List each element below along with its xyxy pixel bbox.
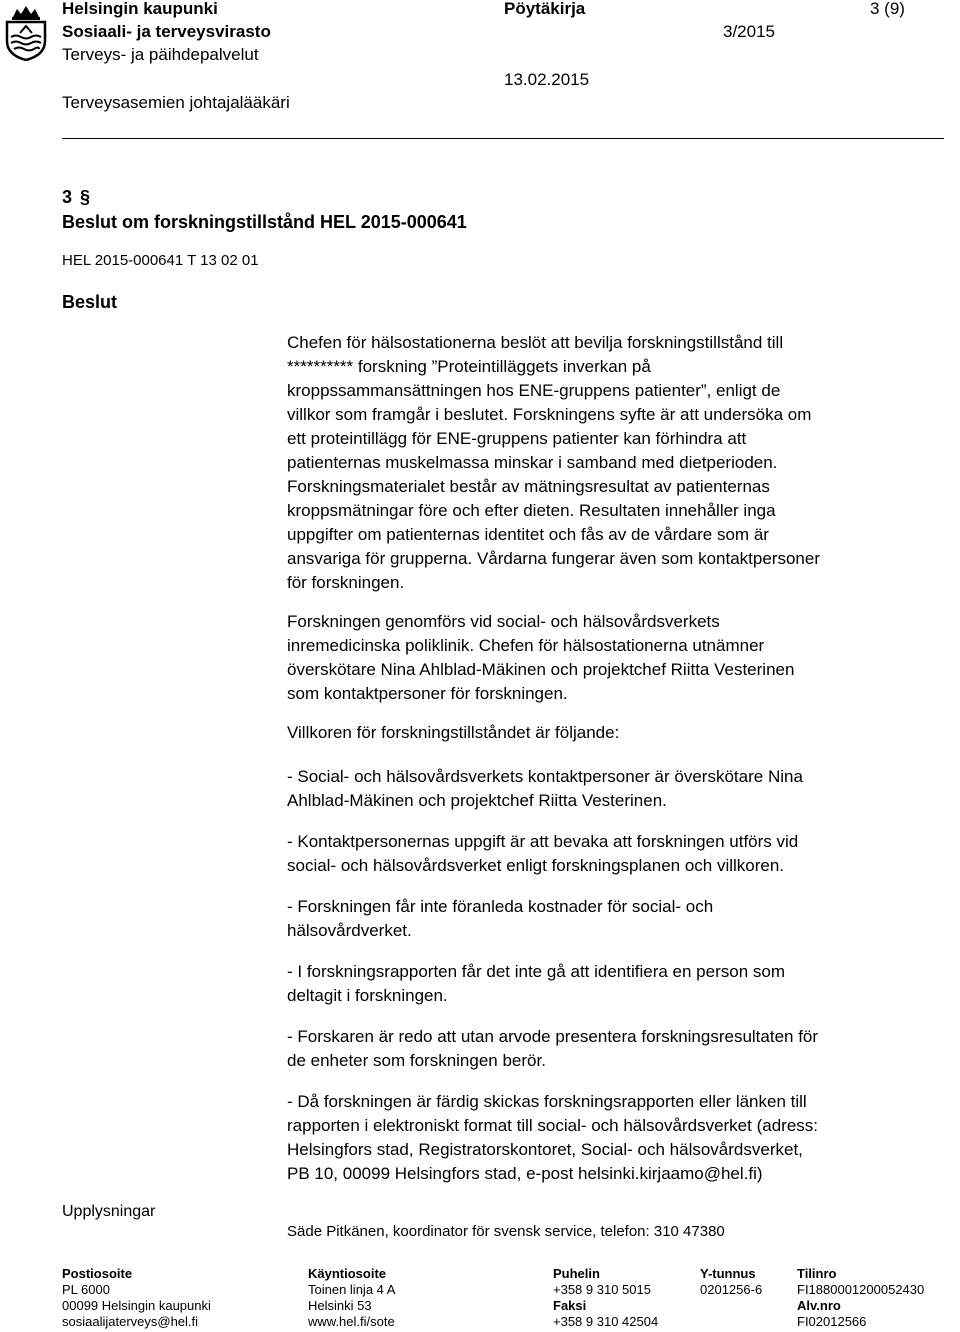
doc-type: Pöytäkirja <box>504 0 586 18</box>
condition-line: - Social- och hälsovårdsverkets kontaktpersoner är överskötare Nina <box>287 767 803 786</box>
doc-number: 3/2015 <box>723 22 775 41</box>
footer-line: PL 6000 <box>62 1282 110 1297</box>
header-divider <box>62 138 944 139</box>
contact-person: Säde Pitkänen, koordinator för svensk service, telefon: 310 47380 <box>287 1223 725 1240</box>
page-number: 3 (9) <box>870 0 905 18</box>
case-reference: HEL 2015-000641 T 13 02 01 <box>62 252 259 269</box>
condition-item <box>287 830 798 878</box>
footer-line: 0201256-6 <box>700 1282 763 1297</box>
section-title: Beslut om forskningstillstånd HEL 2015-000641 <box>62 212 467 232</box>
condition-item <box>287 960 785 1008</box>
footer-postal <box>62 1266 211 1330</box>
condition-line: - Forskaren är redo att utan arvode presentera forskningsresultaten för <box>287 1027 819 1046</box>
body-line: ********** forskning ”Proteintilläggets inverkan på <box>287 357 651 376</box>
body-line: ett proteintillägg för ENE-gruppens patienter kan förhindra att <box>287 429 747 448</box>
header-city: Helsingin kaupunki <box>62 0 218 18</box>
body-line: villkor som framgår i beslutet. Forskningens syfte är att undersöka om <box>287 405 812 424</box>
condition-line: de enheter som forskningen berör. <box>287 1051 546 1070</box>
body-line: Forskningsmaterialet består av mätningsresultat av patienternas <box>287 477 770 496</box>
body-line: som kontaktpersoner för forskningen. <box>287 684 568 703</box>
footer-heading: Käyntiosoite <box>308 1266 387 1281</box>
condition-line: - Forskningen får inte föranleda kostnader för social- och <box>287 897 714 916</box>
condition-line: rapporten i elektroniskt format till social- och hälsovårdsverket (adress: <box>287 1116 818 1135</box>
header-department: Sosiaali- ja terveysvirasto <box>62 22 271 41</box>
condition-line: Ahlblad-Mäkinen och projektchef Riitta Vesterinen. <box>287 791 667 810</box>
body-line: överskötare Nina Ahlblad-Mäkinen och projektchef Riitta Vesterinen <box>287 660 795 679</box>
condition-item <box>287 1090 818 1186</box>
body-line: för forskningen. <box>287 573 405 592</box>
conditions-intro: Villkoren för forskningstillståndet är följande: <box>287 723 620 742</box>
footer-line: FI02012566 <box>797 1314 867 1329</box>
body-line: ansvariga för grupperna. Vårdarna fungerar även som kontaktpersoner <box>287 549 820 568</box>
footer-business-id <box>700 1266 762 1298</box>
footer-line: www.hel.fi/sote <box>308 1314 395 1329</box>
section-number: 3 <box>62 187 73 207</box>
footer-heading: Faksi <box>553 1298 587 1313</box>
body-paragraph-1 <box>287 331 820 595</box>
condition-line: PB 10, 00099 Helsingfors stad, e-post helsinki.kirjaamo@hel.fi) <box>287 1164 763 1183</box>
section-number-line <box>62 185 90 209</box>
footer-visit <box>308 1266 395 1330</box>
body-paragraph-2 <box>287 610 794 706</box>
condition-item <box>287 765 803 813</box>
header-official: Terveysasemien johtajalääkäri <box>62 93 290 112</box>
condition-item <box>287 895 713 943</box>
body-line: Forskningen genomförs vid social- och hälsovårdsverkets <box>287 612 720 631</box>
condition-line: - Kontaktpersonernas uppgift är att bevaka att forskningen utförs vid <box>287 832 799 851</box>
footer-heading: Y-tunnus <box>700 1266 756 1281</box>
footer-line: Toinen linja 4 A <box>308 1282 396 1297</box>
footer-line: Helsinki 53 <box>308 1298 372 1313</box>
body-line: patienternas muskelmassa minskar i samband med dietperioden. <box>287 453 778 472</box>
upplysningar-label: Upplysningar <box>62 1203 156 1220</box>
footer-line: +358 9 310 42504 <box>553 1314 659 1329</box>
footer-line: FI1880001200052430 <box>797 1282 925 1297</box>
doc-date: 13.02.2015 <box>504 70 590 89</box>
footer-heading: Puhelin <box>553 1266 600 1281</box>
body-line: kroppssammansättningen hos ENE-gruppens patienter”, enligt de <box>287 381 781 400</box>
footer-phone <box>553 1266 658 1330</box>
footer-account <box>797 1266 924 1330</box>
body-line: Chefen för hälsostationerna beslöt att bevilja forskningstillstånd till <box>287 333 784 352</box>
header-unit: Terveys- ja päihdepalvelut <box>62 45 259 64</box>
beslut-label: Beslut <box>62 292 118 312</box>
condition-line: - Då forskningen är färdig skickas forskningsrapporten eller länken till <box>287 1092 807 1111</box>
condition-line: Helsingfors stad, Registratorskontoret, Social- och hälsovårdsverket, <box>287 1140 803 1159</box>
footer-line: 00099 Helsingin kaupunki <box>62 1298 211 1313</box>
footer-line: sosiaalijaterveys@hel.fi <box>62 1314 199 1329</box>
condition-item <box>287 1025 818 1073</box>
body-line: kroppsmätningar före och efter dieten. Resultaten innehåller inga <box>287 501 776 520</box>
footer-heading: Tilinro <box>797 1266 837 1281</box>
condition-line: deltagit i forskningen. <box>287 986 448 1005</box>
section-mark: § <box>80 187 91 207</box>
body-line: uppgifter om patienternas identitet och fås av de vårdare som är <box>287 525 769 544</box>
body-line: inremedicinska poliklinik. Chefen för hälsostationerna utnämner <box>287 636 765 655</box>
footer-line: +358 9 310 5015 <box>553 1282 651 1297</box>
footer-heading: Alv.nro <box>797 1298 841 1313</box>
condition-line: hälsovårdverket. <box>287 921 412 940</box>
footer-heading: Postiosoite <box>62 1266 133 1281</box>
helsinki-crest-icon <box>3 3 49 61</box>
condition-line: - I forskningsrapporten får det inte gå att identifiera en person som <box>287 962 785 981</box>
condition-line: social- och hälsovårdsverket enligt forskningsplanen och villkoren. <box>287 856 785 875</box>
